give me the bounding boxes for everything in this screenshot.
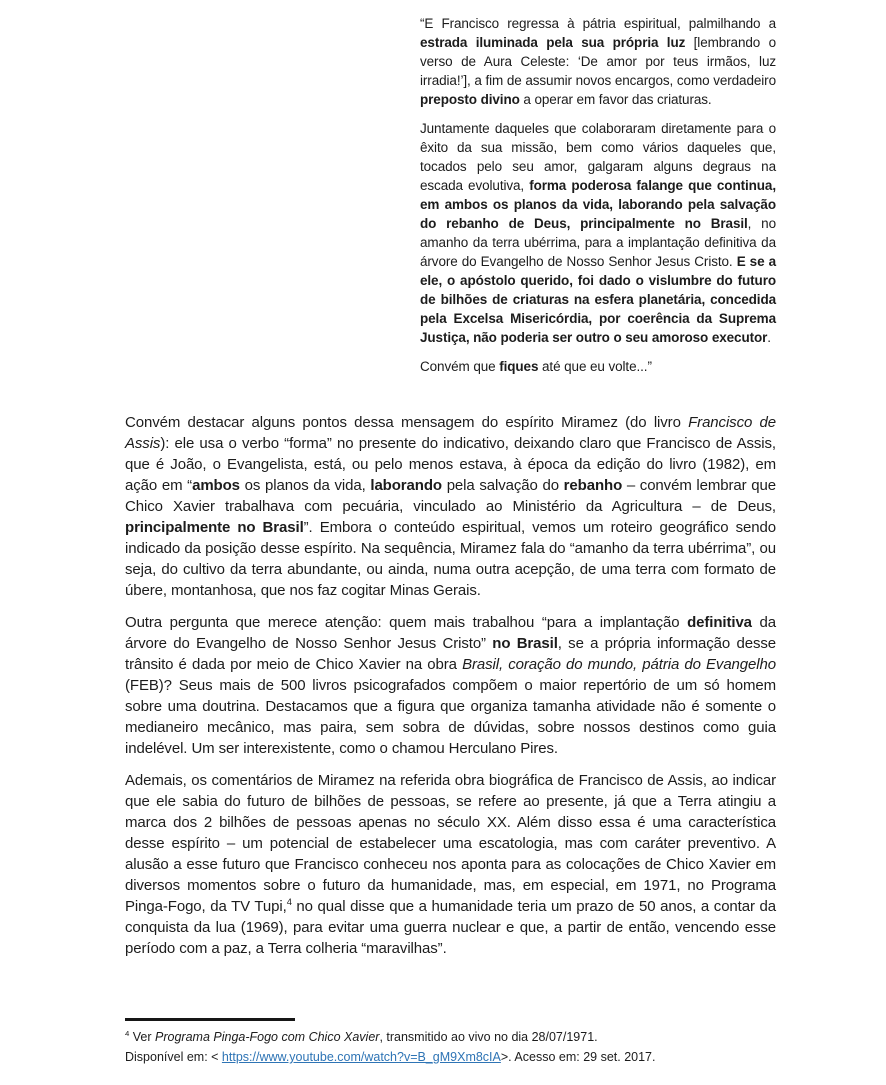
bold-text-run: rebanho: [563, 477, 623, 494]
bold-text-run: laborando: [370, 477, 442, 494]
text-run: a operar em favor das criaturas.: [519, 92, 712, 107]
text-run: Convém que: [420, 359, 500, 374]
text-run: Ver: [129, 1030, 156, 1044]
bold-text-run: fiques: [499, 359, 539, 374]
text-run: pela salvação do: [441, 477, 564, 494]
text-run: (FEB)? Seus mais de 500 livros psicografados compõem o maior repertório de um só homem sobre uma doutrina. Destacamos que a figura que organiza tamanha atividade não é somente o medianeiro mecânico, mas paira, sem sobra de dúvidas, sobre nossos destinos como guia indelével. Um ser interexistente, como o chamou Herculano Pires.: [125, 677, 776, 757]
bold-text-run: preposto divino: [420, 92, 520, 107]
text-run: até que eu volte...”: [538, 359, 652, 374]
bold-text-run: forma poderosa falange que continua, em ambos os planos da vida, laborando pela salvação do rebanho de Deus, principalmente no Brasil: [420, 178, 776, 231]
superscript-marker: 4: [286, 897, 292, 907]
text-run: ): ele usa o verbo “forma” no presente do indicativo, deixando claro que Francisco de Assis, que é João, o Evangelista, está, ou pelo menos estava, à época da edição do livro (1982), em ação em “: [125, 435, 776, 494]
bold-text-run: ambos: [192, 477, 240, 494]
superscript-marker: 4: [125, 1028, 130, 1038]
footnote-line-2: [125, 1047, 776, 1067]
bold-text-run: definitiva: [687, 614, 752, 631]
italic-text-run: Francisco de Assis: [125, 414, 776, 452]
text-run: os planos da vida,: [239, 477, 371, 494]
text-run: , no amanho da terra ubérrima, para a implantação definitiva da árvore do Evangelho de Nosso Senhor Jesus Cristo.: [420, 216, 776, 269]
bold-text-run: E se a ele, o apóstolo querido, foi dado o vislumbre do futuro de bilhões de criaturas na esfera planetária, concedida pela Excelsa Misericórdia, por coerência da Suprema Justiça, não poderia ser outro o seu amoroso executor: [420, 254, 776, 345]
text-run: da árvore do Evangelho de Nosso Senhor Jesus Cristo”: [125, 614, 776, 652]
bold-text-run: estrada iluminada pela sua própria luz: [420, 35, 686, 50]
text-run: Convém destacar alguns pontos dessa mensagem do espírito Miramez (do livro: [125, 414, 689, 431]
text-run: >. Acesso em: 29 set. 2017.: [500, 1050, 656, 1064]
text-run: , se a própria informação desse trânsito é dada por meio de Chico Xavier na obra: [125, 635, 776, 673]
text-run: .: [767, 330, 771, 345]
quote-paragraph-2: [420, 119, 776, 347]
block-quote: [420, 14, 776, 376]
italic-text-run: Brasil, coração do mundo, pátria do Evangelho: [462, 656, 776, 673]
text-run: ”. Embora o conteúdo espiritual, vemos um roteiro geográfico sendo indicado da posição desse espírito. Na sequência, Miramez fala do “amanho da terra ubérrima”, ou seja, do cultivo da terra abundante, ou ainda, numa outra acepção, de uma terra com formato de úbere, montanhosa, que nos faz cogitar Minas Gerais.: [125, 519, 776, 599]
italic-text-run: Programa Pinga-Fogo com Chico Xavier: [155, 1030, 380, 1044]
footnote-url-link[interactable]: https://www.youtube.com/watch?v=B_gM9Xm8cIA: [221, 1050, 501, 1064]
bold-text-run: no Brasil: [492, 635, 558, 652]
text-run: Disponível em: <: [125, 1050, 222, 1064]
quote-paragraph-3: [420, 357, 776, 376]
body-text: [125, 412, 776, 959]
text-run: [lembrando o verso de Aura Celeste: ‘De amor por teus irmãos, luz irradia!’], a fim de assumir novos encargos, como verdadeiro: [420, 35, 776, 88]
text-run: “E Francisco regressa à pátria espiritual, palmilhando a: [420, 16, 776, 31]
body-paragraph-1: [125, 412, 776, 601]
footnote-line-1: [125, 1027, 776, 1047]
footnote-separator-rule: [125, 1018, 295, 1021]
text-run: , transmitido ao vivo no dia 28/07/1971.: [379, 1030, 598, 1044]
body-paragraph-3: [125, 770, 776, 959]
body-paragraph-2: [125, 612, 776, 759]
bold-text-run: principalmente no Brasil: [125, 519, 304, 536]
text-run: no qual disse que a humanidade teria um prazo de 50 anos, a contar da conquista da lua (1969), para evitar uma guerra nuclear e que, a partir de então, vencendo esse período com a paz, a Terra colheria “maravilhas”.: [125, 898, 776, 957]
text-run: Juntamente daqueles que colaboraram diretamente para o êxito da sua missão, bem como vários daqueles que, tocados pelo seu amor, galgaram alguns degraus na escada evolutiva,: [420, 121, 776, 193]
footnote: [125, 1012, 776, 1067]
text-run: Ademais, os comentários de Miramez na referida obra biográfica de Francisco de Assis, ao indicar que ele sabia do futuro de bilhões de pessoas, se refere ao presente, já que a Terra atingiu a marca dos 2 bilhões de pessoas apenas no século XX. Além disso essa é uma característica desse espírito – um potencial de estabelecer uma escatologia, mas com caráter preventivo. A alusão a esse futuro que Francisco conheceu nos aponta para as colocações de Chico Xavier em diversos momentos sobre o futuro da humanidade, mas, em especial, em 1971, no Programa Pinga-Fogo, da TV Tupi,: [125, 772, 776, 915]
text-run: – convém lembrar que Chico Xavier trabalhava com pecuária, vinculado ao Ministério da Agricultura – de Deus,: [125, 477, 776, 515]
quote-paragraph-1: [420, 14, 776, 109]
text-run: Outra pergunta que merece atenção: quem mais trabalhou “para a implantação: [125, 614, 688, 631]
